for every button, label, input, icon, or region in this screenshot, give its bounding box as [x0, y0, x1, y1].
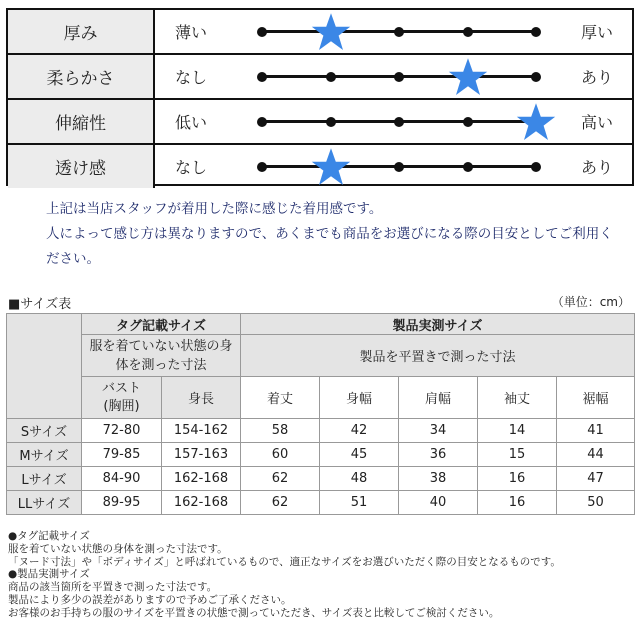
- col-bust: バスト(胸囲): [82, 377, 162, 419]
- footnote-line: 服を着ていない状態の身体を測った寸法です。: [8, 542, 228, 555]
- cell: 162-168: [162, 491, 241, 515]
- footnote-line: 商品の該当箇所を平置きで測った寸法です。: [8, 581, 218, 594]
- col-height: 身長: [162, 377, 241, 419]
- scale-dot: [394, 117, 404, 127]
- scale-dot: [394, 162, 404, 172]
- scale-dot: [257, 117, 267, 127]
- cell: 45: [320, 443, 399, 467]
- footnotes: [8, 530, 561, 620]
- feel-row-sheerness: [8, 143, 632, 188]
- feel-label: 伸縮性: [8, 100, 155, 143]
- cell: 79-85: [82, 443, 162, 467]
- feel-scale: [262, 10, 536, 53]
- cell: 40: [399, 491, 478, 515]
- feel-high-label: 高い: [580, 113, 613, 132]
- scale-dot: [531, 27, 541, 37]
- cell: 42: [320, 419, 399, 443]
- tag-size-desc: 服を着ていない状態の身体を測った寸法: [82, 335, 241, 377]
- cell: 50: [557, 491, 635, 515]
- feel-low-label: なし: [174, 158, 207, 177]
- scale-dot: [257, 27, 267, 37]
- feel-low-label: 低い: [174, 113, 207, 132]
- col-length: 着丈: [241, 377, 320, 419]
- footnote-heading: ●タグ記載サイズ: [8, 530, 90, 542]
- cell: 162-168: [162, 467, 241, 491]
- feel-high-label: あり: [580, 68, 613, 87]
- cell: 16: [478, 467, 557, 491]
- scale-dot: [531, 162, 541, 172]
- level-star-icon: [311, 12, 351, 52]
- cell: 16: [478, 491, 557, 515]
- cell: 41: [557, 419, 635, 443]
- cell: 89-95: [82, 491, 162, 515]
- feel-low-label: 薄い: [174, 23, 207, 42]
- cell: 38: [399, 467, 478, 491]
- feel-row-softness: [8, 53, 632, 98]
- footnote-line: 「ヌード寸法」や「ボディサイズ」と呼ばれているもので、適正なサイズをお選びいただく際の目安となるものです。: [8, 555, 561, 568]
- row-size-name: Lサイズ: [7, 467, 82, 491]
- unit-label: （単位：cm）: [551, 295, 630, 309]
- col-shoulder: 肩幅: [399, 377, 478, 419]
- scale-dot: [394, 72, 404, 82]
- scale-dot: [394, 27, 404, 37]
- feel-label: 透け感: [8, 145, 155, 188]
- scale-dot: [326, 117, 336, 127]
- feel-high-label: あり: [580, 158, 613, 177]
- actual-size-header: 製品実測サイズ: [241, 314, 635, 335]
- footnote-line: お客様のお手持ちの服のサイズを平置きの状態で測っていただき、サイズ表と比較してご検討ください。: [8, 606, 500, 619]
- feel-note-2: 人によって感じ方は異なりますので、あくまでも商品をお選びになる際の目安としてご利用ください。: [46, 226, 613, 267]
- cell: 47: [557, 467, 635, 491]
- scale-dot: [326, 72, 336, 82]
- level-star-icon: [311, 147, 351, 187]
- cell: 15: [478, 443, 557, 467]
- cell: 62: [241, 467, 320, 491]
- cell: 14: [478, 419, 557, 443]
- table-row: [7, 491, 635, 515]
- scale-dot: [463, 117, 473, 127]
- row-size-name: Mサイズ: [7, 443, 82, 467]
- cell: 60: [241, 443, 320, 467]
- table-row: [7, 419, 635, 443]
- wear-feel-table: [6, 8, 634, 186]
- cell: 72-80: [82, 419, 162, 443]
- feel-scale: [262, 100, 536, 143]
- tag-size-header: タグ記載サイズ: [82, 314, 241, 335]
- scale-dot: [257, 72, 267, 82]
- scale-dot: [257, 162, 267, 172]
- table-row: [7, 443, 635, 467]
- feel-label: 柔らかさ: [8, 55, 155, 98]
- actual-size-desc: 製品を平置きで測った寸法: [241, 335, 635, 377]
- feel-row-stretch: [8, 98, 632, 143]
- feel-scale: [262, 55, 536, 98]
- cell: 48: [320, 467, 399, 491]
- corner-cell: [7, 314, 82, 419]
- scale-dot: [463, 162, 473, 172]
- cell: 84-90: [82, 467, 162, 491]
- feel-high-label: 厚い: [580, 23, 613, 42]
- cell: 157-163: [162, 443, 241, 467]
- row-size-name: LLサイズ: [7, 491, 82, 515]
- scale-dot: [463, 27, 473, 37]
- footnote-heading: ●製品実測サイズ: [8, 568, 90, 581]
- row-size-name: Sサイズ: [7, 419, 82, 443]
- table-row: [7, 467, 635, 491]
- col-sleeve: 袖丈: [478, 377, 557, 419]
- feel-scale: [262, 145, 536, 188]
- feel-label: 厚み: [8, 10, 155, 53]
- level-star-icon: [448, 57, 488, 97]
- size-table-title: ■サイズ表: [8, 297, 72, 312]
- scale-dot: [531, 72, 541, 82]
- cell: 58: [241, 419, 320, 443]
- footnote-line: 製品により多少の誤差がありますので予めご了承ください。: [8, 593, 292, 606]
- feel-note-1: 上記は当店スタッフが着用した際に感じた着用感です。: [46, 201, 383, 217]
- size-table: [6, 313, 635, 515]
- level-star-icon: [516, 102, 556, 142]
- col-hem: 裾幅: [557, 377, 635, 419]
- feel-low-label: なし: [174, 68, 207, 87]
- cell: 154-162: [162, 419, 241, 443]
- cell: 36: [399, 443, 478, 467]
- cell: 51: [320, 491, 399, 515]
- cell: 34: [399, 419, 478, 443]
- feel-row-thickness: [8, 10, 632, 53]
- cell: 62: [241, 491, 320, 515]
- cell: 44: [557, 443, 635, 467]
- col-body-width: 身幅: [320, 377, 399, 419]
